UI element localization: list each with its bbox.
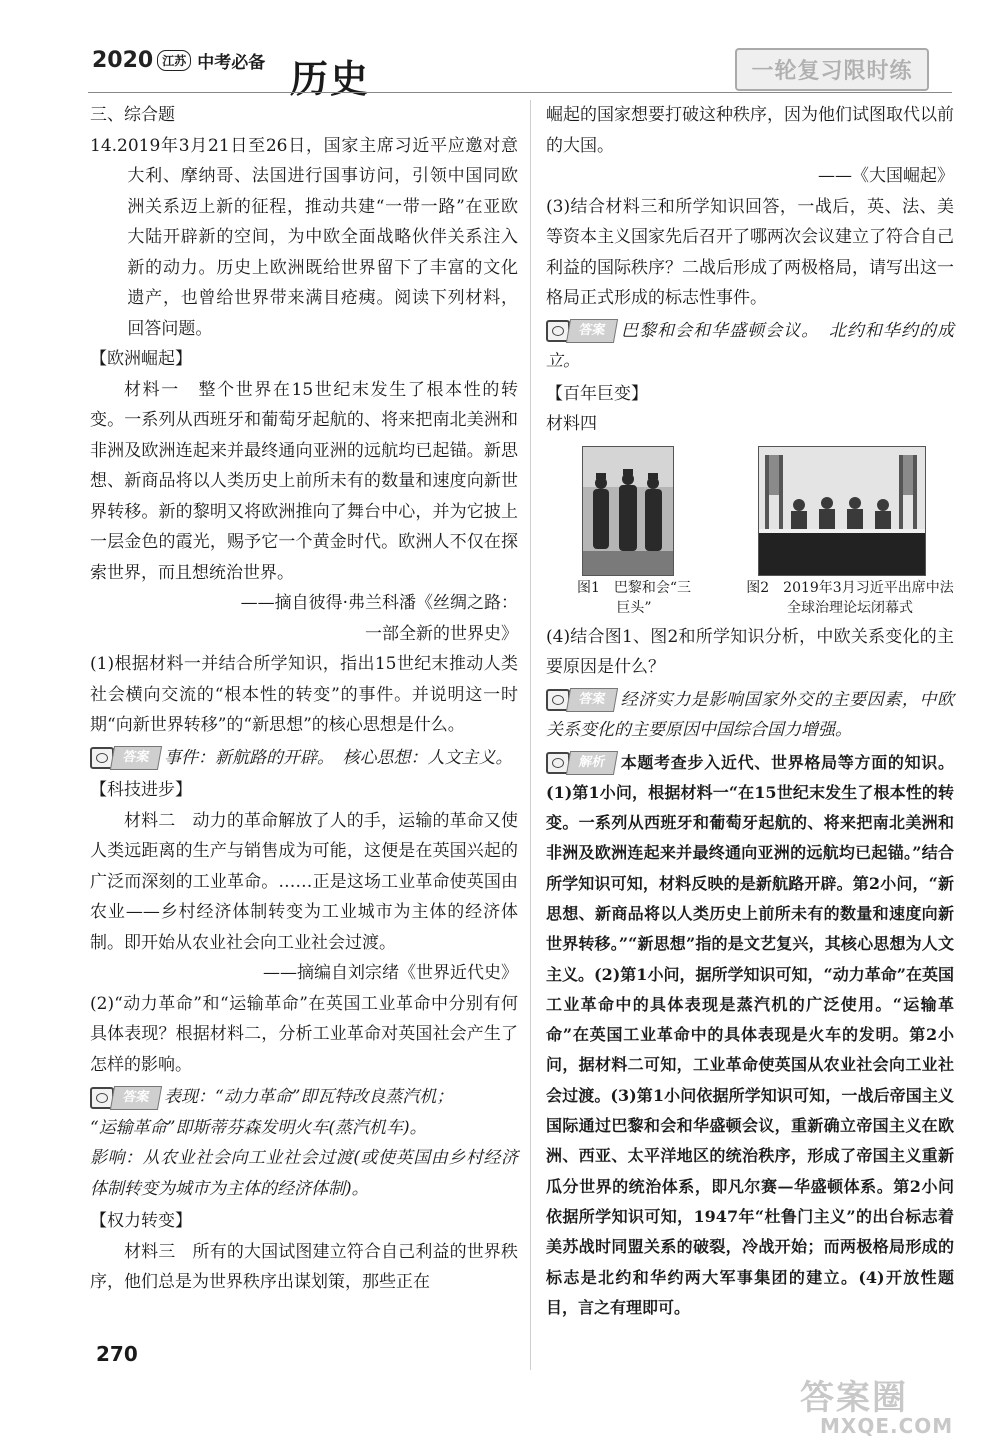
material-3-source: ——《大国崛起》 xyxy=(818,166,954,186)
answer-2-line2: “运输革命”即斯蒂芬森发明火车(蒸汽机车)。 xyxy=(90,1117,427,1138)
right-column xyxy=(546,100,954,1325)
answer-tag-label: 答案 xyxy=(110,746,162,770)
answer-3-block xyxy=(546,316,954,377)
answer-tag xyxy=(546,687,616,713)
header-section: 一轮复习限时练 xyxy=(735,48,928,91)
answer-4: 经济实力是影响国家外交的主要因素，中欧关系变化的主要原因中国综合国力增强。 xyxy=(546,689,954,740)
answer-tag xyxy=(546,318,616,344)
header-subject: 历史 xyxy=(290,57,371,101)
question-1: (1)根据材料一并结合所学知识，指出15世纪末推动人类社会横向交流的“根本性的转变”的事件。并说明这一时期“向新世界转移”的“新思想”的核心思想是什么。 xyxy=(90,654,518,735)
figure-1-caption: 图1 巴黎和会“三巨头” xyxy=(576,579,692,616)
answer-2-block xyxy=(90,1082,518,1204)
header-section-banner xyxy=(712,50,952,88)
material-1-source-line2: 一部全新的世界史》 xyxy=(365,623,518,644)
figure-1-illustration xyxy=(583,447,673,575)
figure-2-photo xyxy=(758,446,926,576)
material-4-figures xyxy=(546,442,954,622)
header-series: 中考必备 xyxy=(197,53,266,73)
answer-tag-label: 答案 xyxy=(566,688,618,712)
answer-tag-label: 答案 xyxy=(566,319,618,343)
question-14-stem: 14.2019年3月21日至26日，国家主席习近平应邀对意大利、摩纳哥、法国进行国事访问，引领中国同欧洲关系迈上新的征程，推动共建“一带一路”在亚欧大陆开辟新的空间，为中欧全面战略伙伴关系注入新的动力。历史上欧洲既给世界留下了丰富的文化遗产，也曾给世界带来满目疮痍。阅读下列材料，回答问题。 xyxy=(90,135,518,339)
answer-tag-label: 答案 xyxy=(110,1086,162,1110)
topic-century-change: 【百年巨变】 xyxy=(546,383,648,404)
material-4-label: 材料四 xyxy=(546,414,597,434)
header-year: 2020 xyxy=(92,48,154,73)
answer-tag xyxy=(90,1085,160,1111)
watermark-logo-text: 答案圈 xyxy=(800,1378,908,1418)
page-number: 270 xyxy=(96,1342,138,1366)
section-title: 三、综合题 xyxy=(90,105,175,125)
answer-1-block xyxy=(90,743,518,774)
question-4: (4)结合图1、图2和所学知识分析，中欧关系变化的主要原因是什么？ xyxy=(546,626,954,677)
question-3: (3)结合材料三和所学知识回答，一战后，英、法、美等资本主义国家先后召开了哪两次会议建立了符合自己利益的国际秩序？二战后形成了两极格局，请写出这一格局正式形成的标志性事件。 xyxy=(546,196,954,308)
header-brand xyxy=(92,48,265,73)
watermark xyxy=(800,1378,980,1438)
answer-3: 巴黎和会和华盛顿会议。 北约和华约的成立。 xyxy=(546,320,954,371)
explain-tag-label: 解析 xyxy=(566,751,618,775)
header-rule xyxy=(88,92,952,93)
figure-2-illustration xyxy=(759,447,925,575)
explanation-text: 本题考查步入近代、世界格局等方面的知识。(1)第1小问，根据材料一“在15世纪末发生了根本性的转变。一系列从西班牙和葡萄牙起航的、将来把南北美洲和非洲及欧洲连起来并最终通向亚洲的远航均已起锚。”结合所学知识可知，材料反映的是新航路开辟。第2小问，“新思想、新商品将以人类历史上前所未有的数量和速度向新世界转移。”“新思想”指的是文艺复兴，其核心思想为人文主义。(2)第1小问，据所学知识可知，“动力革命”在英国工业革命中的具体表现是蒸汽机的广泛使用。“运输革命”在英国工业革命中的具体表现是火车的发明。第2小问，据材料二可知，工业革命使英国从农业社会向工业社会过渡。(3)第1小问依据所学知识可知，一战后帝国主义国际通过巴黎和会和华盛顿会议，重新确立帝国主义在欧洲、西亚、太平洋地区的统治秩序，形成了帝国主义重新瓜分世界的统治体系，即凡尔赛—华盛顿体系。第2小问依据所学知识可知，1947年“杜鲁门主义”的出台标志着美苏战时同盟关系的破裂，冷战开始；而两极格局形成的标志是北约和华约两大军事集团的建立。(4)开放性题目，言之有理即可。 xyxy=(546,752,954,1317)
material-3-continued: 崛起的国家想要打破这种秩序，因为他们试图取代以前的大国。 xyxy=(546,105,954,156)
explanation-block xyxy=(546,748,954,1324)
figure-1-photo xyxy=(582,446,674,576)
answer-tag xyxy=(90,745,160,771)
material-1: 材料一 整个世界在15世纪末发生了根本性的转变。一系列从西班牙和葡萄牙起航的、将来把南北美洲和非洲及欧洲连起来并最终通向亚洲的远航均已起锚。新思想、新商品将以人类历史上前所未有的数量和速度向新世界转移。新的黎明又将欧洲推向了舞台中心，并为它披上一层金色的霞光，赐予它一个黄金时代。欧洲人不仅在探索世界，而且想统治世界。 xyxy=(90,379,518,583)
watermark-domain: MXQE.COM xyxy=(820,1414,954,1438)
explain-tag xyxy=(546,750,616,776)
answer-2-line3: 影响：从农业社会向工业社会过渡(或使英国由乡村经济体制转变为城市为主体的经济体制)。 xyxy=(90,1148,518,1199)
figure-2-caption: 图2 2019年3月习近平出席中法全球治理论坛闭幕式 xyxy=(746,579,954,616)
question-2: (2)“动力革命”和“运输革命”在英国工业革命中分别有何具体表现？根据材料二，分析工业革命对英国社会产生了怎样的影响。 xyxy=(90,993,518,1075)
answer-1: 事件：新航路的开辟。 核心思想：人文主义。 xyxy=(164,747,513,768)
topic-power-shift: 【权力转变】 xyxy=(90,1211,192,1231)
material-2: 材料二 动力的革命解放了人的手，运输的革命又使人类远距离的生产与销售成为可能，这便是在英国兴起的广泛而深刻的工业革命。……正是这场工业革命使英国由农业——乡村经济体制转变为工业城市为主体的经济体制。即开始从农业社会向工业社会过渡。 xyxy=(90,810,518,953)
answer-2-line1: 表现：“动力革命”即瓦特改良蒸汽机； xyxy=(164,1087,454,1107)
header-badge: 江苏 xyxy=(157,50,191,71)
material-1-source-line1: ——摘自彼得·弗兰科潘《丝绸之路： xyxy=(240,593,518,613)
topic-europe-rise: 【欧洲崛起】 xyxy=(90,349,192,369)
left-column xyxy=(90,100,518,1298)
page-header xyxy=(0,0,1000,100)
column-divider xyxy=(530,100,531,1370)
answer-4-block xyxy=(546,685,954,746)
material-3: 材料三 所有的大国试图建立符合自己利益的世界秩序，他们总是为世界秩序出谋划策，那些正在 xyxy=(90,1241,518,1292)
topic-tech-progress: 【科技进步】 xyxy=(90,780,192,800)
material-2-source: ——摘编自刘宗绪《世界近代史》 xyxy=(263,963,518,983)
